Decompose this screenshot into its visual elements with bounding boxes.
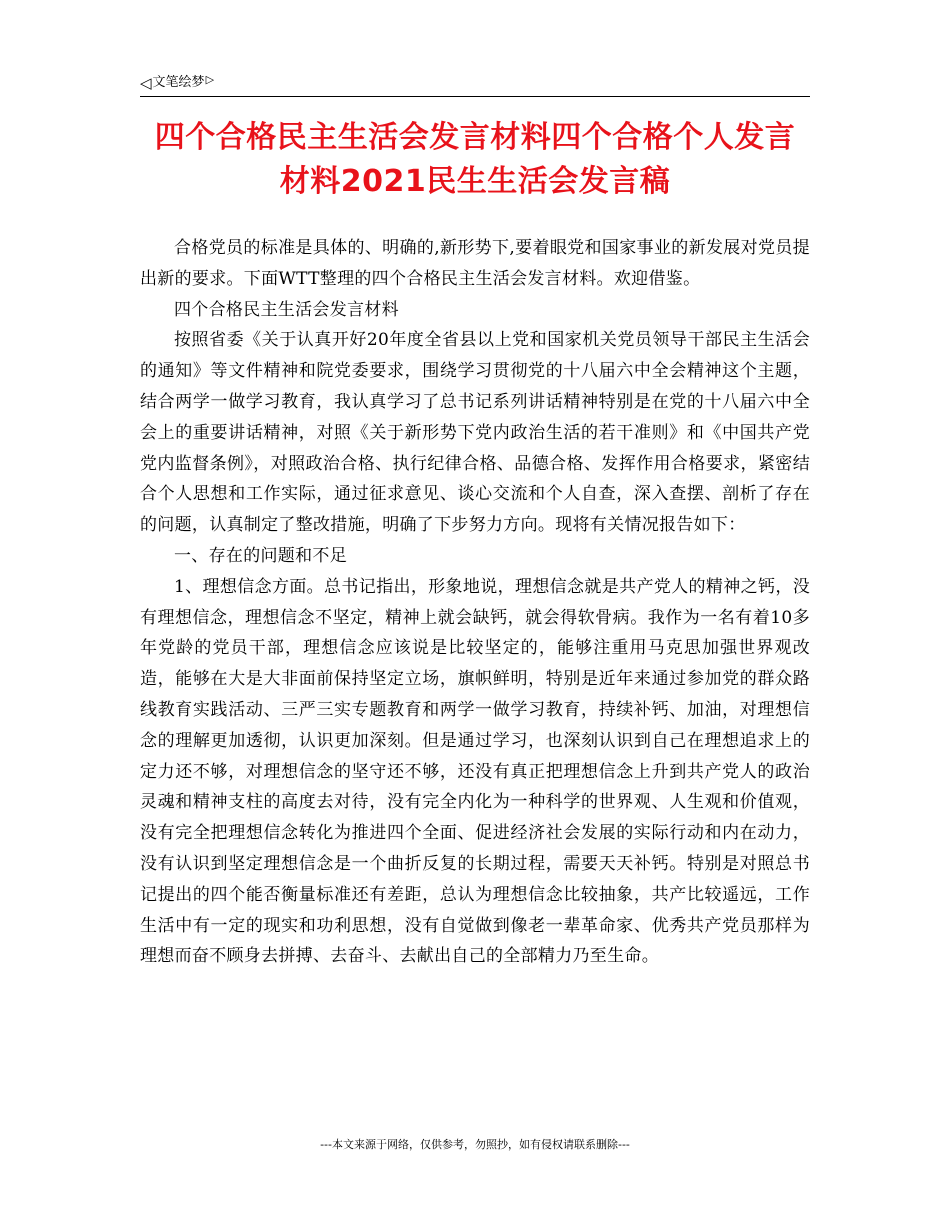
document-title: 四个合格民主生活会发言材料四个合格个人发言材料2021民生生活会发言稿 bbox=[154, 120, 796, 199]
page-footer-disclaimer: ---本文来源于网络，仅供参考，勿照抄，如有侵权请联系删除--- bbox=[320, 1138, 630, 1151]
paragraph-report-opening: 按照省委《关于认真开好20年度全省县以上党和国家机关党员领导干部民主生活会的通知》等文件精神和院党委要求，围绕学习贯彻党的十八届六中全会精神这个主题，结合两学一做学习教育，我认真学习了总书记系列讲话精神特别是在党的十八届六中全会上的重要讲话精神，对照《关于新形势下党内政治生活的若干准则》和《中国共产党党内监督条例》，对照政治合格、执行纪律合格、品德合格、发挥作用合格要求，紧密结合个人思想和工作实际，通过征求意见、谈心交流和个人自查，深入查摆、剖析了存在的问题，认真制定了整改措施，明确了下步努力方向。现将有关情况报告如下： bbox=[140, 330, 810, 536]
paragraph-ideals: 1、理想信念方面。总书记指出，形象地说，理想信念就是共产党人的精神之钙，没有理想信念，理想信念不坚定，精神上就会缺钙，就会得软骨病。我作为一名有着10多年党龄的党员干部，理想信念应该说是比较坚定的，能够注重用马克思加强世界观改造，能够在大是大非面前保持坚定立场，旗帜鲜明，特别是近年来通过参加党的群众路线教育实践活动、三严三实专题教育和两学一做学习教育，持续补钙、加油，对理想信念的理解更加透彻，认识更加深刻。但是通过学习，也深刻认识到自己在理想追求上的定力还不够，对理想信念的坚守还不够，还没有真正把理想信念上升到共产党人的政治灵魂和精神支柱的高度去对待，没有完全内化为一种科学的世界观、人生观和价值观，没有完全把理想信念转化为推进四个全面、促进经济社会发展的实际行动和内在动力，没有认识到坚定理想信念是一个曲折反复的长期过程，需要天天补钙。特别是对照总书记提出的四个能否衡量标准还有差距，总认为理想信念比较抽象，共产比较遥远，工作生活中有一定的现实和功利思想，没有自觉做到像老一辈革命家、优秀共产党员那样为理想而奋不顾身去拼搏、去奋斗、去献出自己的全部精力乃至生命。 bbox=[140, 576, 810, 967]
section-heading: 一、存在的问题和不足 bbox=[174, 545, 347, 566]
header-brand bbox=[140, 74, 214, 92]
triangle-left-outline-icon: ◁ bbox=[140, 74, 152, 92]
triangle-right-outline-icon: ▷ bbox=[205, 73, 215, 86]
paragraph-intro: 合格党员的标准是具体的、明确的,新形势下,要着眼党和国家事业的新发展对党员提出新的要求。下面WTT整理的四个合格民主生活会发言材料。欢迎借鉴。 bbox=[140, 238, 810, 289]
paragraph-subtitle: 四个合格民主生活会发言材料 bbox=[174, 299, 399, 320]
page-header bbox=[140, 72, 810, 97]
document-body bbox=[140, 233, 810, 972]
brand-text: 文笔绘梦 bbox=[152, 75, 205, 90]
